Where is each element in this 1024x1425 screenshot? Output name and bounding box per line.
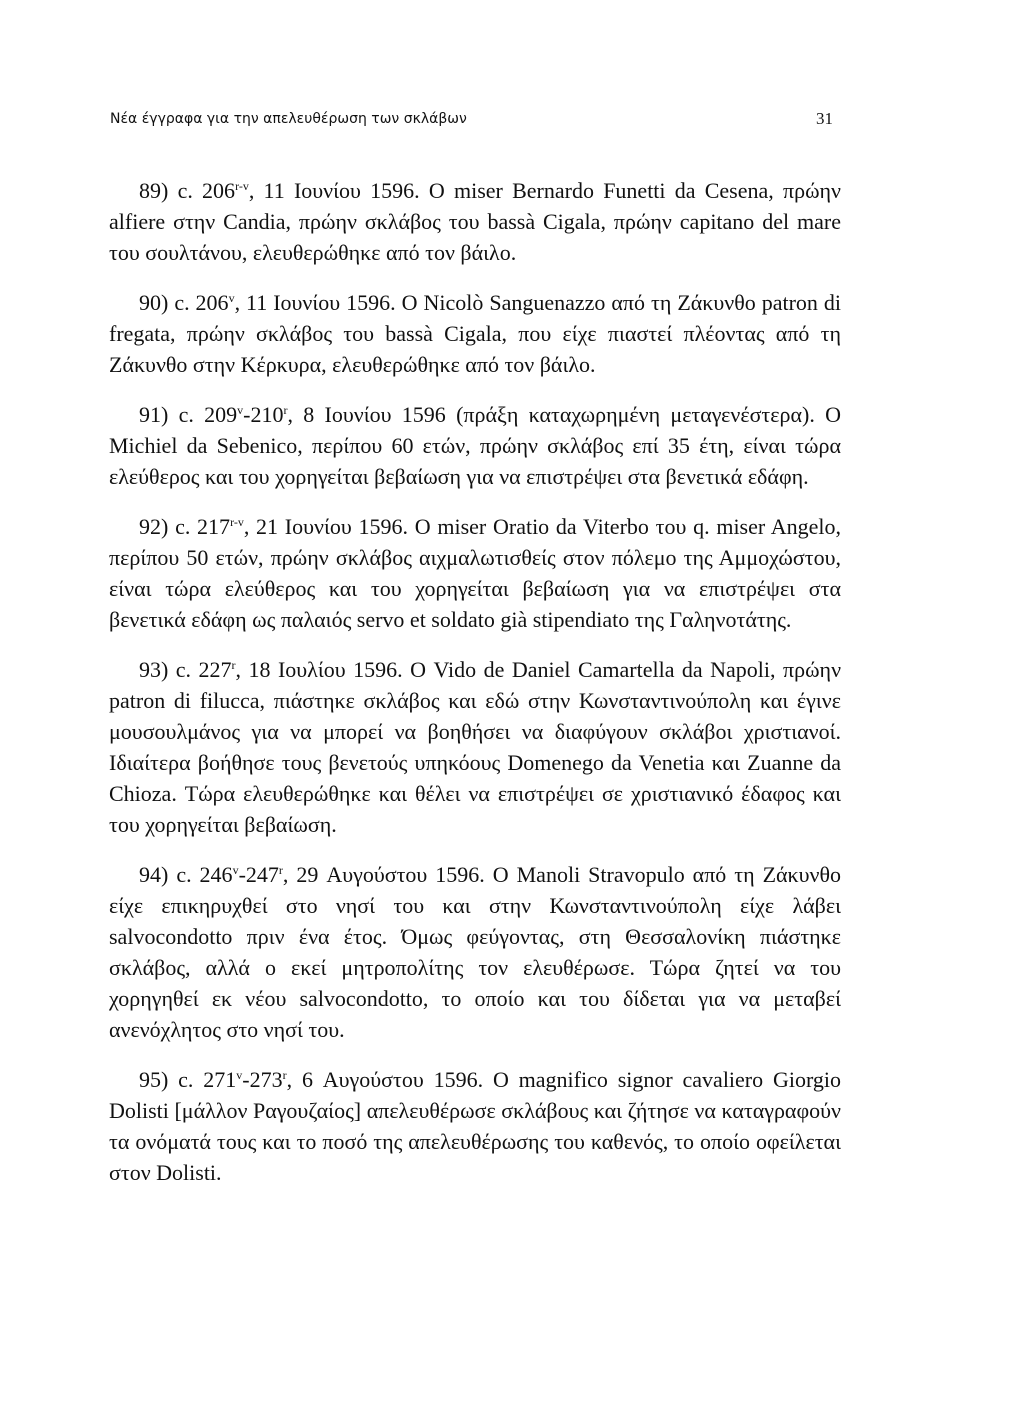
entry-number: 90) bbox=[139, 290, 169, 315]
folio-end: -273 bbox=[242, 1067, 283, 1092]
folio: c. 206 bbox=[177, 178, 236, 203]
entry-reference bbox=[139, 178, 249, 203]
entry-date: , 11 Ιουνίου 1596. bbox=[248, 178, 420, 203]
entry-date: , 8 Ιουνίου 1596 (πράξη καταχωρημένη μεταγενέστερα). bbox=[287, 402, 815, 427]
folio-end-side: r bbox=[282, 1068, 287, 1082]
entry-95 bbox=[109, 1064, 841, 1188]
entry-date: , 21 Ιουνίου 1596. bbox=[243, 514, 409, 539]
folio-side: r-v bbox=[235, 179, 249, 193]
entry-list bbox=[109, 175, 841, 1207]
entry-text: Ο miser Bernardo Funetti da Cesena, πρώην alfiere στην Candia, πρώην σκλάβος του bassà Cigala, πρώην capitano del mare του σουλτάνου, ελευθερώθηκε από τον βάιλο. bbox=[109, 178, 842, 265]
folio-end: -210 bbox=[243, 402, 284, 427]
entry-reference bbox=[139, 657, 236, 682]
entry-date: , 29 Αυγούστου 1596. bbox=[282, 862, 485, 887]
folio-side: v bbox=[237, 403, 244, 417]
entry-reference bbox=[139, 514, 244, 539]
entry-text: Ο magnifico signor cavaliero Giorgio Dolisti [μάλλον Ραγουζαίος] απελευθέρωσε σκλάβους και ζήτησε να καταγραφούν τα ονόματά τους και το ποσό της απελευθέρωσης του καθενός, το οποίο οφείλεται στον Dolisti. bbox=[109, 1067, 842, 1185]
entry-reference bbox=[139, 1067, 287, 1092]
entry-90 bbox=[109, 287, 841, 380]
folio: c. 246 bbox=[176, 862, 233, 887]
folio-side: v bbox=[236, 1068, 243, 1082]
folio-side: v bbox=[232, 863, 239, 877]
folio: c. 206 bbox=[174, 290, 229, 315]
folio-side: r bbox=[231, 658, 236, 672]
folio: c. 217 bbox=[175, 514, 231, 539]
folio-end-side: r bbox=[283, 403, 288, 417]
entry-number: 91) bbox=[139, 402, 169, 427]
entry-number: 89) bbox=[139, 178, 169, 203]
entry-reference bbox=[139, 402, 287, 427]
running-head-title: Νέα έγγραφα για την απελευθέρωση των σκλάβων bbox=[110, 111, 467, 127]
entry-text: Ο Nicolò Sanguenazzo από τη Ζάκυνθο patron di fregata, πρώην σκλάβος του bassà Cigala, που είχε πιαστεί πλέοντας από τη Ζάκυνθο στην Κέρκυρα, ελευθερώθηκε από τον βάιλο. bbox=[109, 290, 842, 377]
folio-end-side: r bbox=[278, 863, 283, 877]
entry-reference bbox=[139, 862, 283, 887]
entry-number: 92) bbox=[139, 514, 169, 539]
entry-text: Ο Manoli Stravopulo από τη Ζάκυνθο είχε επικηρυχθεί στο νησί του και στην Κωνσταντινούπολη είχε λάβει salvocondotto πριν ένα έτος. Όμως φεύγοντας, στη Θεσσαλονίκη πιάστηκε σκλάβος, αλλά ο εκεί μητροπολίτης τον ελευθέρωσε. Τώρα ζητεί να του χορηγηθεί εκ νέου salvocondotto, το οποίο και του δίδεται για να μεταβεί ανενόχλητος στο νησί του. bbox=[109, 862, 842, 1042]
entry-93 bbox=[109, 654, 841, 840]
folio: c. 209 bbox=[178, 402, 238, 427]
entry-number: 94) bbox=[139, 862, 169, 887]
entry-91 bbox=[109, 399, 841, 492]
document-page bbox=[109, 0, 841, 1425]
entry-text: Ο Michiel da Sebenico, περίπου 60 ετών, πρώην σκλάβος επί 35 έτη, είναι τώρα ελεύθερος και του χορηγείται βεβαίωση για να επιστρέψει στα βενετικά εδάφη. bbox=[109, 402, 842, 489]
entry-date: , 6 Αυγούστου 1596. bbox=[286, 1067, 484, 1092]
entry-94 bbox=[109, 859, 841, 1045]
entry-date: , 11 Ιουνίου 1596. bbox=[234, 290, 396, 315]
running-head bbox=[109, 107, 841, 131]
folio: c. 227 bbox=[175, 657, 232, 682]
folio-end: -247 bbox=[238, 862, 279, 887]
entry-number: 95) bbox=[139, 1067, 169, 1092]
page-number: 31 bbox=[816, 109, 833, 128]
folio-side: r-v bbox=[230, 515, 244, 529]
folio: c. 271 bbox=[178, 1067, 237, 1092]
entry-text: Ο Vido de Daniel Camartella da Napoli, πρώην patron di filucca, πιάστηκε σκλάβος και εδώ στην Κωνσταντινούπολη και έγινε μουσουλμάνος για να μπορεί να βοηθήσει να διαφύγουν σκλάβοι χριστιανοί. Ιδιαίτερα βοήθησε τους βενετούς υπηκόους Domenego da Venetia και Zuanne da Chioza. Τώρα ελευθερώθηκε και θέλει να επιστρέψει σε χριστιανικό έδαφος και του χορηγείται βεβαίωση. bbox=[109, 657, 842, 837]
entry-89 bbox=[109, 175, 841, 268]
entry-reference bbox=[139, 290, 235, 315]
folio-side: v bbox=[228, 291, 235, 305]
entry-text: Ο miser Oratio da Viterbo του q. miser Angelo, περίπου 50 ετών, πρώην σκλάβος αιχμαλωτισθείς στον πόλεμο της Αμμοχώστου, είναι τώρα ελεύθερος και του χορηγείται βεβαίωση για να επιστρέψει στα βενετικά εδάφη ως παλαιός servo et soldato già stipendiato της Γαληνοτάτης. bbox=[109, 514, 841, 632]
entry-92 bbox=[109, 511, 841, 635]
entry-number: 93) bbox=[139, 657, 169, 682]
entry-date: , 18 Ιουλίου 1596. bbox=[235, 657, 403, 682]
